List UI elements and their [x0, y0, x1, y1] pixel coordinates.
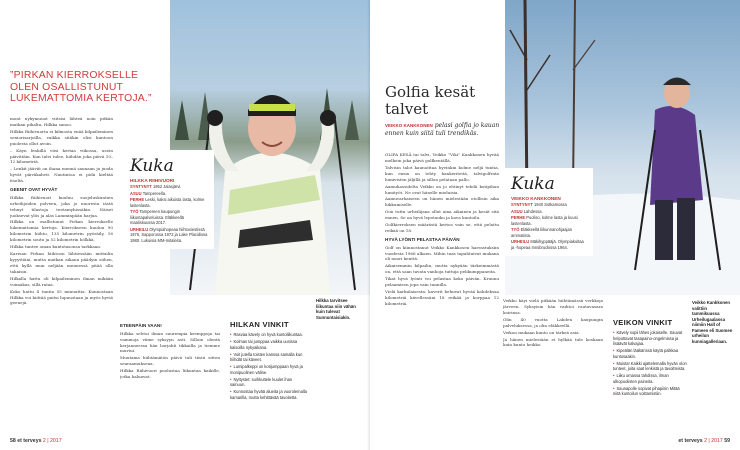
- paragraph: – Käyn lenkillä viisi kertaa viikossa, usein päivittäin. Kun talvi tulee, hiihdän joka päivä 10–12 kilometriä.: [10, 147, 113, 165]
- page-number: 58: [10, 438, 16, 444]
- paragraph: Karrsan Pirkan hiihtoon lähtiessään mittailin kyyyttiäni, mutta matkan aikana päädyin siihen, että kyllä mun neljään mennessä pitää olla takaisin.: [10, 251, 113, 274]
- magazine-name: et terveys: [678, 438, 703, 444]
- paragraph: Tikat hyvä lyönti voi pelastaa koko päivän. Kruunu pelaamisen jopa vain tunnilla.: [385, 276, 499, 288]
- kuka-sport: URHEILU Mäkihyppääjä. Olympiakultaa ja -hopeaa Innsbruckissa 1964.: [511, 239, 584, 250]
- lead-name: VEIKKO KANKKONEN: [385, 123, 433, 128]
- paragraph: Hilkka tuntee oman kuntotasonsa tarkkaan.: [10, 244, 102, 250]
- paragraph: Vielä karkulaisesta: kaverit kehuvat hyvää kahdeksaa kilometriä kävellessäni 18 reikää ja korppaa 12 kilometriä.: [385, 289, 499, 306]
- kuka-lives: ASUU Tampereella.: [130, 190, 167, 196]
- paragraph: mont nykymuuot viitsisi lähteä noin pitkän matkan pihalta, Hilkka sanoo.: [10, 116, 113, 127]
- paragraph: Koko hattu 4 tuntia 55 minuuttia. Kunnostaan Hilkka voi kiittää paitsi lupuustaan ja myös hyviä geenejä.: [10, 288, 113, 306]
- tip-item: • Kolmas tai jumppaa vaikka uusissa kaisoilla nykyaikana.: [230, 339, 308, 350]
- paragraph: Aamuhassidelta Veikko on jo ehtinyt tehdä kotipihan lumityöt. Ne ovat hänelle mieluisia.: [385, 183, 499, 195]
- paragraph: Talvisin talot kaunoittaa hyvinkin kolme neljä tuntia, kun ensin on tehty hankeriteitä, talvigolfrata lumivisten jäljillä ja sillon pelataan pallo.: [385, 164, 499, 182]
- tip-item: • Kävely sopii lähes jokaiselle. Sauvat helpottavat tasapaino-ongelmissa ja lisäävät kalvajaa.: [613, 330, 687, 347]
- kuka-title: Kuka: [511, 174, 555, 194]
- kuka-job: TYÖ Tampereen kaupungin liikuntapalveluissa. Eläkkeellä maaliskuussa 2017.: [130, 209, 184, 226]
- paragraph: Veikon mukaan kunto on tärkeä asia.: [503, 329, 580, 335]
- paragraph: Hilkalla hattu oli kilpaileminen ilman mikään voimakas, sillä rataa.: [10, 275, 113, 287]
- hilkka-photo: [170, 0, 370, 295]
- tip-item: • Kipeälän lääkärissä käytä palkkaa kuntosaakin.: [613, 348, 687, 359]
- lead-text: pelasi golfia jo kauan ennen kuin siitä tuli trendikäs.: [385, 122, 500, 137]
- tip-item: • Liiku omassa tahdissa, ilman ulkopuolisten paineita.: [613, 373, 687, 384]
- hilkka-tips: [230, 320, 308, 402]
- kuka-born: SYNTYNYT 1952 Jalasjärvi.: [130, 184, 182, 189]
- kuka-box-hilkka: [122, 150, 214, 249]
- paragraph: Muutama hiihtämätön päivä tuli tästä sitten seuraamuksena.: [120, 355, 220, 367]
- paragraph: Ja hänen mielestään ei hylkää tule koskaan kuin kunto heikko.: [503, 336, 603, 348]
- paragraph: Aikaisemmin kilpailin, mutta nykyään tärkeimmästä on, että saan tavata vanhoja tuttuja pelikumppaneita.: [385, 263, 499, 275]
- issue-number: 2 | 2017: [42, 438, 62, 444]
- right-text-column-2: [503, 298, 603, 438]
- tips-list: [230, 332, 308, 400]
- paragraph: Hilkka selvisi ilman suurempia kremppoja tai vammoja viime syksyyn asti. Silloin olentä kerjanneessa hän horjahti tikkailla ja tiemme murtui.: [120, 330, 220, 354]
- subhead: GEENIT OVAT HYVÄT: [10, 187, 58, 193]
- tip-item: • Nyttystet: suihkuttele kuulet ihan sainuun.: [230, 377, 308, 388]
- article-headline: Golfia kesät talvet: [385, 83, 476, 118]
- paragraph: Olin 40 vuotta Lahden kaupungin palveluksessa, ja olin eläkkeellä.: [503, 316, 603, 328]
- kuka-lives: ASUU Lahdessa.: [511, 208, 543, 214]
- left-folio: [10, 438, 62, 444]
- issue-number: 2 | 2017: [704, 438, 723, 444]
- kuka-title: Kuka: [130, 156, 174, 176]
- skier-illustration: [170, 0, 370, 295]
- left-text-column: [10, 116, 113, 436]
- pull-quote: ”PIRKAN KIERROKSELLE OLEN OSALLISTUNUT LUKEMATTOMIA KERTOJA.”: [10, 70, 152, 105]
- left-second-column: [120, 320, 220, 430]
- magazine-name: et terveys: [17, 438, 42, 444]
- tips-title: VEIKON VINKIT: [613, 318, 673, 327]
- tip-item: • Kunnostaa hyvää alueita ja vuorolemalla kamarilla, mutta kehittävää tavoitetta.: [230, 389, 308, 400]
- paragraph: Golf on kiinnostanut Veikko Kankkosen harrastuksiin vuodesta 1966 alkaen. Mihin taas tapahtuivat mukana oli nuori kenttä.: [385, 244, 499, 262]
- article-lead: [385, 122, 500, 137]
- kuka-name: HILKKA RIIHIVUORI: [130, 178, 175, 183]
- tips-list: [613, 330, 687, 397]
- paragraph: Veikko käyi vielä pitkään hiihtämässä verkkoja järveen. Syksyisin hän vaihtoi rautavasara koirinsa.: [503, 298, 603, 315]
- paragraph: Aamuvarhaiseen on hänen mielestään otollisin aika liikkumiselle.: [385, 196, 499, 208]
- subhead: ETEENPÄIN VAAN!: [120, 323, 162, 328]
- kuka-family: PERHE Puoliso, kolme lasta ja kuusi lastenlasta.: [511, 215, 578, 226]
- paragraph: OLIPA KESÄ tai talvi, Veikko ”Viki” Kankkonen hyvää melkein joka päivä golfkentällä.: [385, 152, 499, 163]
- tip-item: • Saunapolle sopivat pihapiirin Mitää niitä kuntoilun voittamistiin.: [613, 386, 687, 397]
- paragraph: Hilkka Riihivuori kuuluu suojeluskuntien urheilijoiden polveen, joka jo nuoresta iästä tehnyt tilastoja teräsmyhissäkin. Näiset juoksevat ylös ja alas Lamminpään harjua.: [10, 194, 113, 218]
- page-number: 59: [724, 438, 730, 444]
- kuka-box-veikko: [503, 168, 593, 256]
- paragraph: Oon tuttu urheilijana ollut aina aikainen ja kesät sitä ennen. Se on hyvä lepotauko ja kova kuntoilu.: [385, 209, 499, 221]
- tips-title: HILKAN VINKIT: [230, 320, 289, 329]
- paragraph: Golfkierroksen määrästä kertoo vain se, että pelattu reikää on 18.: [385, 222, 499, 234]
- veikko-tips: [613, 318, 687, 398]
- paragraph: Hilkka on osallistunut Pirkan kierrokselle lukemattomia kertoja. Kierrokseen kuuluu 90 kilometrin hiihto, 135 kilometrin pyöräily, 16 kilometrin soutu ja 52 kilometrin hölkkä.: [10, 219, 113, 243]
- subhead: HYVÄ LYÖNTI PELASTAA PÄIVÄN: [385, 236, 460, 242]
- veikko-note: Veikko Kankkonen valittiin tammikuussa Urheilugaalassa niimiin Hall of Fameen eli Suomen urheilun kunniagalleriaan.: [692, 300, 733, 345]
- paragraph: – Lenkit jäävät on ihana mennä saunaan ja juoda hyvät päiväkahvit. Nautintoa ei pidä kieltää itseltä.: [10, 166, 113, 184]
- hilkka-note: Hilkka tarvitsee liikuntaa niin vähän kuin tulevat Sunnuntaisiakin.: [316, 298, 356, 320]
- kuka-family: PERHE Leski, kaksi aikuista lasta, kolme lastenlasta.: [130, 197, 205, 208]
- right-text-column-1: [385, 152, 499, 442]
- tip-item: • Rasvaa kävely on hyvä kuntoliikuntaa.: [230, 332, 308, 338]
- kuka-sport: URHEILU Olympiahopeaa hiihtoviestissä 1976, Sapporossa 1972 ja Lake Placidissa 1980. Lukuisia MM-mitaleita.: [130, 226, 208, 243]
- kuka-name: VEIKKO KANKKONEN: [511, 196, 561, 201]
- kuka-born: SYNTYNYT 1940 Sotkamossa: [511, 202, 567, 207]
- tip-item: • Voit jutella toisten kanssa samalla kun hiihdät tai käveet.: [230, 352, 308, 363]
- kuka-job: TYÖ Eläkkeellä liikunnanohjaajan ammatista.: [511, 227, 572, 238]
- paragraph: Hilkka Riihivuori puolustaa liikuntaa kaikille, jotka haluavat.: [120, 368, 220, 380]
- tip-item: • Lumipalkeppi on kotijumppaan hyvä ja monipuolinen väline.: [230, 364, 308, 375]
- right-folio: [678, 438, 730, 444]
- tip-item: • Muista! Kaikki ajattelemalla hyvän olon tunteet, joita saat lenkistä ja tavoitteista.: [613, 361, 687, 372]
- paragraph: Hilkka Riihivuorta ei kilmosta enää kilpaileminen seniorisarjoilla, vaikka sitäkin olisi kuntoon puolesta ollut avoin.: [10, 128, 113, 146]
- right-page: [370, 0, 740, 450]
